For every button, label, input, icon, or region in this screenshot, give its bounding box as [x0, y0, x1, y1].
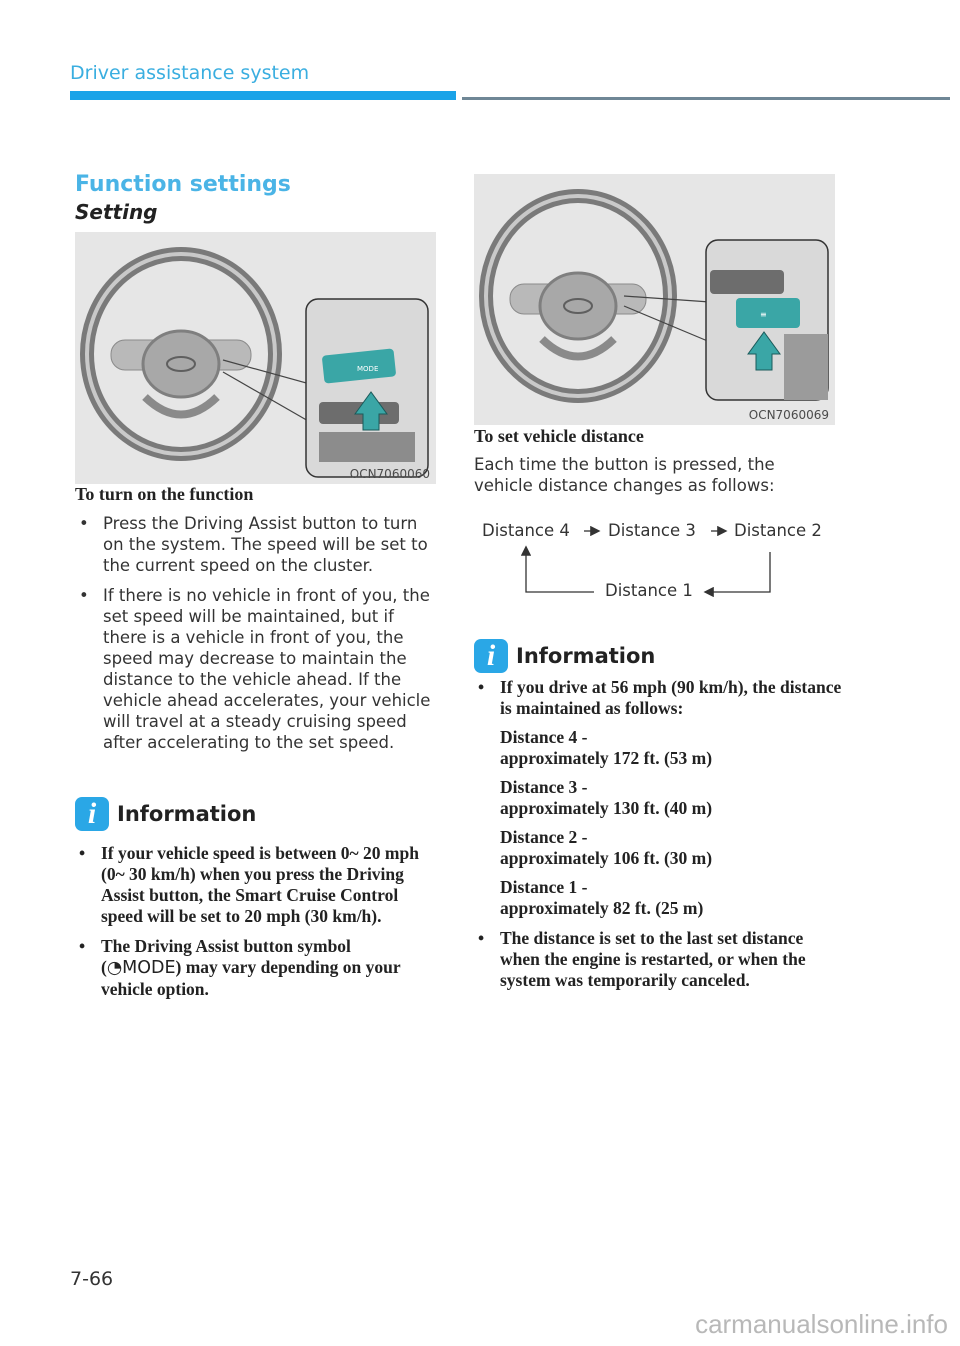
- steering-wheel-figure-left: [75, 232, 436, 484]
- mode-symbol-text: MODE: [122, 958, 176, 978]
- distance-caption: To set vehicle distance: [474, 426, 644, 446]
- distance-4-label: Distance 4: [482, 521, 570, 540]
- distance-1-label: Distance 1: [605, 581, 693, 600]
- bullet-text: If your vehicle speed is between 0~ 20 mph (0~ 30 km/h) when you press the Driving Assist button, the Smart Cruise Control speed will be set to 20 mph (30 km/h).: [101, 843, 419, 926]
- distance-entry-name: Distance 4 -: [500, 727, 588, 747]
- gauge-icon: ◔: [106, 958, 123, 978]
- info-label: Information: [117, 802, 257, 826]
- running-header: Driver assistance system: [70, 62, 310, 84]
- driving-assist-symbol: [107, 958, 176, 978]
- bullet-text-post: ) may vary depending on your vehicle option.: [101, 957, 401, 999]
- turn-on-caption: To turn on the function: [75, 484, 254, 504]
- list-item: • The distance is set to the last set distance when the engine is restarted, or when the system was temporarily canceled.: [478, 928, 806, 990]
- list-item: • The Driving Assist button symbol (◔MODE) may vary depending on your vehicle option.: [79, 936, 401, 999]
- section-title: Function settings: [75, 172, 291, 197]
- steering-wheel-figure-right: [474, 174, 835, 425]
- page-number: 7-66: [70, 1268, 114, 1290]
- distance-entry-name: Distance 3 -: [500, 777, 588, 797]
- bullet-text: If there is no vehicle in front of you, the set speed will be maintained, but if there is a vehicle in front of you, the speed may decrease to maintain the distance to the vehicle ahead. If the vehicle ahead accelerates, your vehicle will travel at a steady cruising speed after accelerating to the set speed.: [103, 586, 431, 752]
- information-icon: i: [474, 639, 508, 673]
- steering-wheel-illustration: [474, 174, 835, 425]
- distance-entry: [500, 827, 844, 869]
- list-item: • Press the Driving Assist button to turn on the system. The speed will be set to the current speed on the cluster.: [79, 514, 428, 575]
- info-bullets-left: [75, 843, 425, 1009]
- information-icon: i: [75, 797, 109, 831]
- figure-code-right: OCN7060069: [748, 408, 829, 422]
- distance-entry-value: approximately 82 ft. (25 m): [500, 898, 704, 918]
- info-label: Information: [516, 644, 656, 668]
- distance-intro: Each time the button is pressed, the vehicle distance changes as follows:: [474, 455, 775, 495]
- distance-entry: [500, 727, 844, 769]
- steering-wheel-illustration: [75, 232, 436, 484]
- figure-code-left: OCN7060060: [349, 467, 430, 481]
- svg-text:MODE: MODE: [357, 365, 379, 373]
- distance-3-label: Distance 3: [608, 521, 696, 540]
- distance-entry-value: approximately 172 ft. (53 m): [500, 748, 713, 768]
- distance-cycle-diagram: [474, 516, 834, 606]
- bullet-text: If you drive at 56 mph (90 km/h), the distance is maintained as follows:: [500, 677, 842, 718]
- bullet-text: The distance is set to the last set distance when the engine is restarted, or when the system was temporarily canceled.: [500, 928, 806, 990]
- svg-text:≡: ≡: [760, 310, 767, 319]
- distance-entry-name: Distance 2 -: [500, 827, 588, 847]
- distance-entry-value: approximately 106 ft. (30 m): [500, 848, 713, 868]
- distance-entry-value: approximately 130 ft. (40 m): [500, 798, 713, 818]
- list-item: • If there is no vehicle in front of you, the set speed will be maintained, but if there is a vehicle in front of you, the speed may decrease to maintain the distance to the vehicle ahead. If the vehicle ahead accelerates, your vehicle will travel at a steady cruising speed after accelerating to the set speed.: [79, 586, 431, 752]
- section-subtitle: Setting: [75, 200, 158, 224]
- info-bullets-right: [474, 677, 844, 1000]
- distance-entry: [500, 877, 844, 919]
- distance-entry: [500, 777, 844, 819]
- distance-entry-name: Distance 1 -: [500, 877, 588, 897]
- header-bar-rule: [462, 97, 950, 100]
- info-heading-right: [474, 639, 655, 673]
- list-item: • If you drive at 56 mph (90 km/h), the distance is maintained as follows: Distance 4 - approximately 172 ft. (53 m) Distance 3 - approximately 130 ft. (40 m) Distance 2 - approximately 106 ft. (30 m) Distance 1 - approximately 82 ft. (25 m): [474, 677, 844, 919]
- header-bar-accent: [70, 91, 456, 100]
- bullet-text-pre: The Driving Assist button symbol (: [101, 936, 351, 977]
- list-item: • If your vehicle speed is between 0~ 20 mph (0~ 30 km/h) when you press the Driving Assist button, the Smart Cruise Control speed will be set to 20 mph (30 km/h).: [79, 843, 419, 926]
- info-heading-left: [75, 797, 256, 831]
- distance-2-label: Distance 2: [734, 521, 822, 540]
- turn-on-bullets: [75, 513, 441, 762]
- bullet-text: Press the Driving Assist button to turn on the system. The speed will be set to the current speed on the cluster.: [103, 514, 428, 575]
- watermark: carmanualsonline.info: [695, 1309, 948, 1339]
